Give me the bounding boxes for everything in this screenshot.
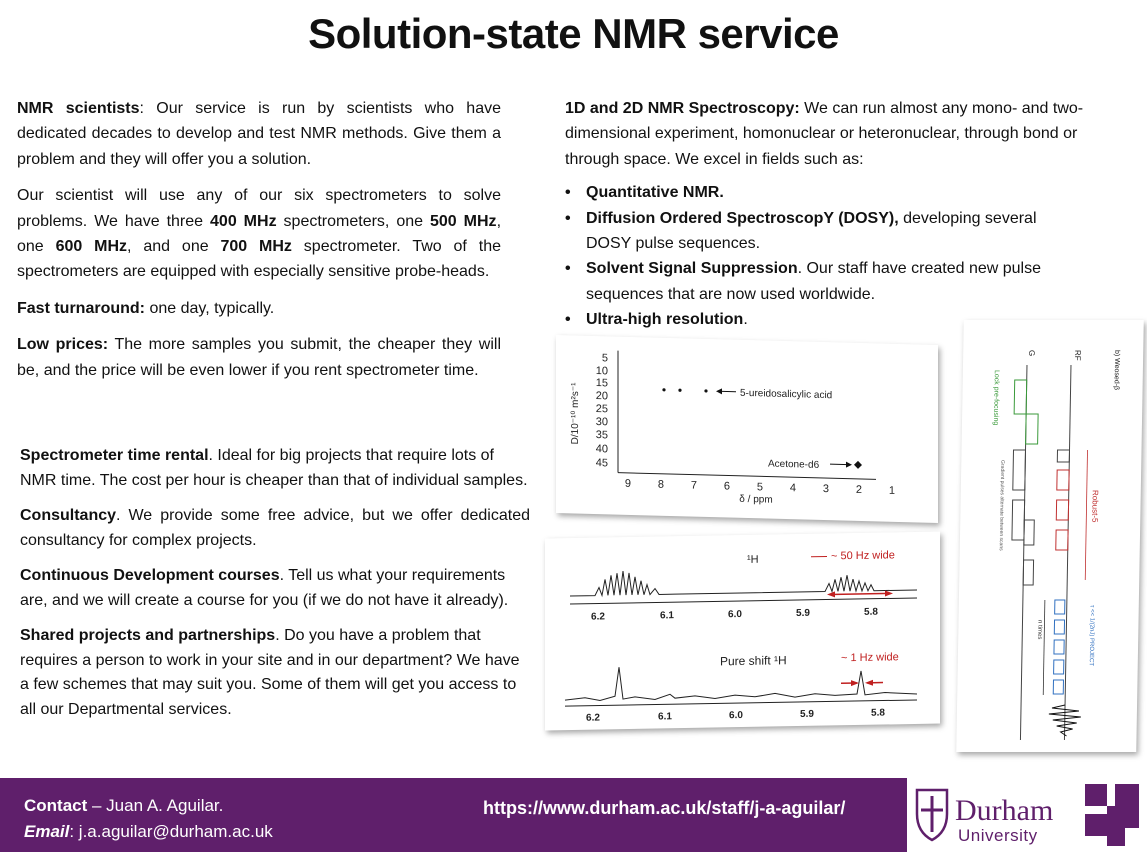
- paragraph-text: The more samples you submit, the cheaper they will be, and the price will be even lower if you rent spectrometer time.: [17, 336, 501, 378]
- paragraph-text: We can run almost any mono- and two-dimensional experiment, homonuclear or heteronuclear, through bond or through space. We excel in fields such as:: [565, 100, 1083, 168]
- y-axis-label: D/10⁻¹⁰ m²s⁻¹: [570, 382, 581, 445]
- x-tick: 5: [757, 481, 763, 493]
- bold-600: 600 MHz: [56, 238, 127, 255]
- robust-label: Robust-5: [1090, 490, 1100, 523]
- y-tick: 30: [596, 416, 608, 428]
- contact-name: – Juan A. Aguilar.: [87, 796, 223, 815]
- bold-lead: Consultancy: [20, 507, 116, 524]
- pulse-sequence-figure: [956, 320, 1144, 752]
- paragraph-fast-turnaround: [17, 296, 501, 321]
- x-tick: 9: [625, 478, 631, 490]
- x-tick: 6.0: [729, 710, 743, 721]
- x-tick: 8: [658, 479, 664, 491]
- right-column: [565, 96, 1085, 333]
- bold-lead: Fast turnaround:: [17, 300, 145, 317]
- x-tick: 4: [790, 482, 796, 494]
- x-tick: 5.8: [871, 708, 885, 719]
- email-line: [24, 819, 273, 845]
- x-tick: 1: [889, 485, 895, 497]
- text: , one: [17, 213, 501, 255]
- x-axis-label: δ / ppm: [739, 494, 772, 506]
- pure-shift-figure: [545, 532, 940, 731]
- bold-lead: Ultra-high resolution: [586, 311, 743, 328]
- dosy-figure: [556, 335, 938, 523]
- spectrum-label: ¹H: [747, 554, 759, 566]
- x-tick: 6.1: [660, 610, 674, 621]
- y-tick: 45: [596, 457, 608, 469]
- paragraph-consultancy: [20, 504, 530, 553]
- spectrum-label: Pure shift ¹H: [720, 653, 787, 668]
- gradient-note: Gradient pulses alternate between scans: [998, 460, 1006, 551]
- bold-lead: Continuous Development courses: [20, 567, 280, 584]
- compound-label: 5-ureidosalicylic acid: [740, 388, 832, 401]
- x-tick: 6: [724, 480, 730, 492]
- x-tick: 6.2: [591, 611, 605, 622]
- loop-label: n times: [1036, 620, 1042, 639]
- x-tick: 5.9: [796, 608, 810, 619]
- item-text: .: [743, 311, 747, 328]
- rf-label: RF: [1073, 350, 1082, 361]
- item-text: . Our staff have created new pulse sequences that are now used worldwide.: [586, 260, 1041, 302]
- paragraph-text: . Ideal for big projects that require lots of NMR time. The cost per hour is cheaper than that of individual samples.: [20, 447, 528, 489]
- y-tick: 5: [602, 352, 608, 364]
- diagram-title: b) Weosed-β: [1113, 350, 1121, 390]
- staff-url-link[interactable]: https://www.durham.ac.uk/staff/j-a-aguilar/: [483, 798, 845, 819]
- project-label: τ << 1/(2nJ) PROJECT: [1088, 605, 1095, 666]
- left-column: [17, 96, 501, 394]
- x-tick: 5.9: [800, 709, 814, 720]
- solvent-label: Acetone-d6: [768, 459, 820, 471]
- x-tick: 6.1: [658, 711, 672, 722]
- text: , and one: [127, 238, 220, 255]
- bold-700: 700 MHz: [220, 238, 291, 255]
- g-label: G: [1027, 350, 1036, 356]
- contact-line: [24, 793, 273, 819]
- pulse-sequence-diagram: [956, 320, 1144, 752]
- contact-label: Contact: [24, 796, 87, 815]
- logo-name: Durham: [955, 794, 1053, 828]
- bold-lead: Diffusion Ordered SpectroscopY (DOSY),: [586, 210, 899, 227]
- dosy-plot: [556, 335, 938, 523]
- x-tick: 3: [823, 483, 829, 495]
- x-tick: 7: [691, 480, 697, 492]
- fields-list: [565, 180, 1085, 332]
- x-tick: 6.0: [728, 609, 742, 620]
- text: spectrometer. Two of the spectrometers are equipped with especially sensitive probe-heads.: [17, 238, 501, 280]
- bold-lead: Shared projects and partnerships: [20, 627, 275, 644]
- lock-label: Lock pre-focusing: [992, 370, 1000, 425]
- paragraph-text: . We provide some free advice, but we offer dedicated consultancy for complex projects.: [20, 507, 530, 549]
- item-text: developing several DOSY pulse sequences.: [586, 210, 1037, 252]
- x-tick: 6.2: [586, 712, 600, 723]
- paragraph-spectrometers: [17, 183, 501, 285]
- paragraph-nmr-scientists: [17, 96, 501, 172]
- paragraph-courses: [20, 564, 530, 613]
- bold-lead: 1D and 2D NMR Spectroscopy:: [565, 100, 800, 117]
- paragraph-partnerships: [20, 624, 530, 722]
- bold-lead: Spectrometer time rental: [20, 447, 209, 464]
- bold-lead: Low prices:: [17, 336, 108, 353]
- text: spectrometers, one: [277, 213, 430, 230]
- y-tick: 20: [596, 390, 608, 402]
- left-column-lower: [20, 444, 530, 733]
- y-tick: 25: [596, 403, 608, 415]
- y-tick: 15: [596, 377, 608, 389]
- pure-shift-plot: [545, 532, 940, 731]
- linewidth-label: ~ 50 Hz wide: [831, 549, 895, 562]
- paragraph-text: . Tell us what your requirements are, and we will create a course for you (if we do not have it already).: [20, 567, 508, 609]
- bold-lead: Quantitative NMR.: [586, 184, 724, 201]
- bold-lead: Solvent Signal Suppression: [586, 260, 798, 277]
- paragraph-time-rental: [20, 444, 530, 493]
- paragraph-low-prices: [17, 332, 501, 383]
- bold-lead: NMR scientists: [17, 100, 140, 117]
- y-tick: 35: [596, 429, 608, 441]
- list-item: [565, 180, 1085, 205]
- list-item: [565, 256, 1085, 307]
- list-item: [565, 206, 1085, 257]
- paragraph-text: . Do you have a problem that requires a person to work in your site and in our department? We have a few schemes that may suit you. Some of them will get you access to all our Departmental services.: [20, 627, 520, 718]
- y-tick: 40: [596, 443, 608, 455]
- bold-500: 500 MHz: [430, 213, 497, 230]
- email-label: Email: [24, 822, 69, 841]
- email-address[interactable]: : j.a.aguilar@durham.ac.uk: [69, 822, 272, 841]
- y-tick: 10: [596, 365, 608, 377]
- bold-400: 400 MHz: [210, 213, 277, 230]
- paragraph-text: : Our service is run by scientists who have dedicated decades to develop and test NMR methods. Give them a problem and they will offer you a solution.: [17, 100, 501, 168]
- x-tick: 5.8: [864, 607, 878, 618]
- page-title: Solution-state NMR service: [0, 10, 1147, 58]
- contact-block: [24, 793, 273, 845]
- paragraph-1d-2d: [565, 96, 1085, 172]
- logo-subtitle: University: [958, 826, 1038, 846]
- paragraph-text: one day, typically.: [145, 300, 274, 317]
- text: Our scientist will use any of our six spectrometers to solve problems. We have three: [17, 187, 501, 229]
- linewidth-label: ~ 1 Hz wide: [841, 651, 899, 664]
- x-tick: 2: [856, 484, 862, 496]
